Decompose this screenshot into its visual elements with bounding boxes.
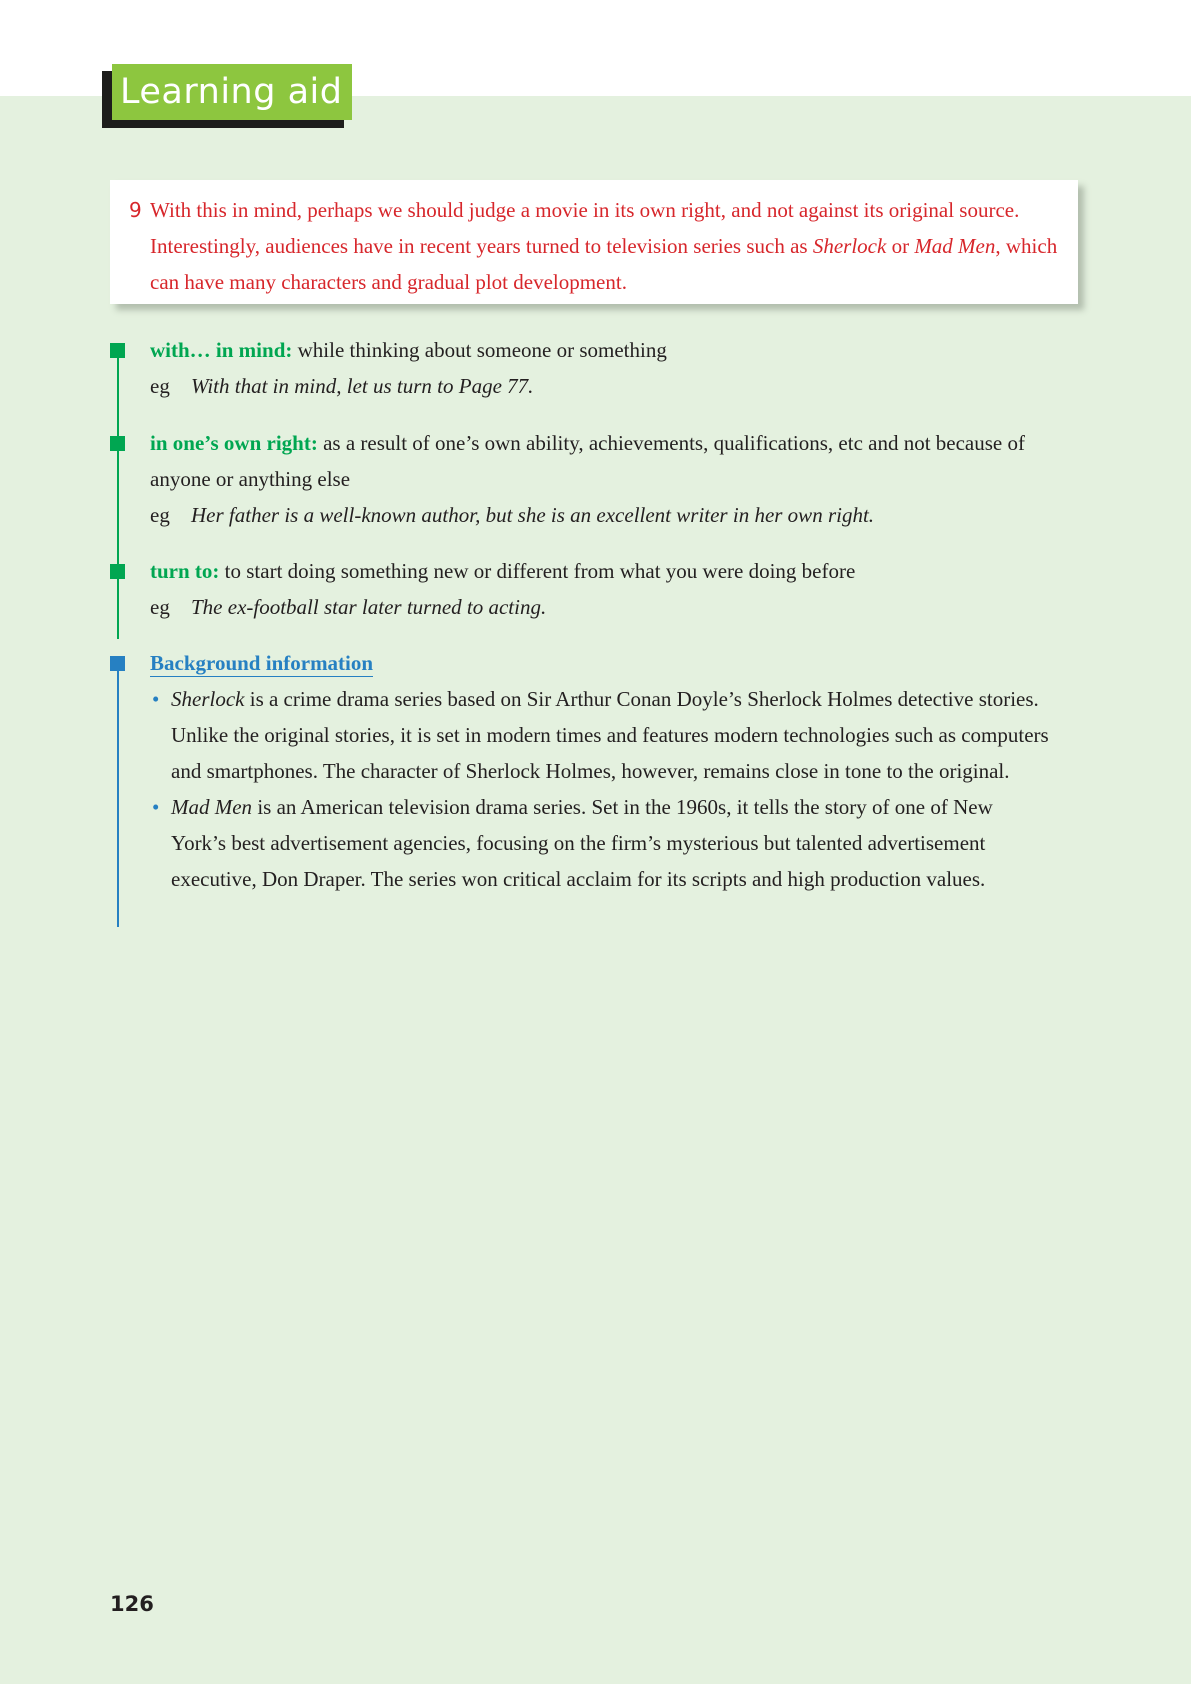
eg-label: eg	[150, 595, 170, 619]
vocab-term: in one’s own right:	[150, 431, 318, 455]
vocab-example-line	[150, 497, 1080, 533]
background-guide-line	[117, 656, 119, 927]
section-title: Learning aid	[112, 64, 352, 120]
vocab-example-line	[150, 589, 1080, 625]
vocab-marker	[110, 343, 125, 358]
passage-italic-title: Sherlock	[812, 234, 887, 258]
background-marker	[110, 656, 125, 671]
vocab-marker	[110, 564, 125, 579]
vocab-term: with… in mind:	[150, 338, 293, 362]
passage-text: or	[886, 234, 915, 258]
vocab-entry	[150, 425, 1080, 533]
vocab-entry	[150, 332, 1080, 404]
vocab-definition: to start doing something new or different from what you were doing before	[219, 559, 856, 583]
page-number: 126	[110, 1592, 154, 1616]
vocab-definition-line	[150, 332, 1080, 368]
vocab-definition: as a result of one’s own ability, achievements, qualifications, etc and not because of anyone or anything else	[150, 431, 1025, 491]
eg-label: eg	[150, 503, 170, 527]
passage-italic-title: Mad Men	[914, 234, 996, 258]
vocab-example-line	[150, 368, 1080, 404]
vocab-definition: while thinking about someone or something	[292, 338, 667, 362]
background-heading: Background information	[150, 651, 374, 675]
show-title: Mad Men	[171, 795, 253, 819]
vocab-entry	[150, 553, 1080, 625]
show-title: Sherlock	[171, 687, 245, 711]
vocab-term: turn to:	[150, 559, 220, 583]
background-section	[150, 645, 1080, 897]
vocab-example: With that in mind, let us turn to Page 77.	[191, 374, 534, 398]
vocab-example: The ex-football star later turned to acting.	[191, 595, 547, 619]
passage-text: , which can have many characters and gradual plot development.	[150, 234, 1058, 294]
vocab-guide-line	[117, 346, 119, 639]
bullet-text: is an American television drama series. Set in the 1960s, it tells the story of one of New York’s best advertisement agencies, focusing on the firm’s mysterious but talented advertisement executive, Don Draper. The series won critical acclaim for its scripts and high production values.	[171, 795, 993, 891]
vocab-definition-line	[150, 425, 1080, 497]
paragraph-number: 9	[129, 198, 142, 222]
vocab-marker	[110, 436, 125, 451]
bullet-dot-icon: •	[152, 687, 160, 711]
bullet-dot-icon: •	[152, 795, 160, 819]
passage-text: With this in mind, perhaps we should judge a movie in its own right, and not against its original source. Interestingly, audiences have in recent years turned to television series such as	[150, 198, 1020, 258]
vocab-definition-line	[150, 553, 1080, 589]
background-bullet-item	[150, 789, 1051, 897]
bullet-text: is a crime drama series based on Sir Arthur Conan Doyle’s Sherlock Holmes detective stories. Unlike the original stories, it is set in modern times and features modern technologies such as computers and smartphones. The character of Sherlock Holmes, however, remains close in tone to the original.	[171, 687, 1049, 783]
background-heading-line	[150, 645, 1080, 681]
eg-label: eg	[150, 374, 170, 398]
vocab-example: Her father is a well-known author, but she is an excellent writer in her own right.	[191, 503, 875, 527]
passage-box	[110, 180, 1078, 304]
background-bullet-item	[150, 681, 1051, 789]
